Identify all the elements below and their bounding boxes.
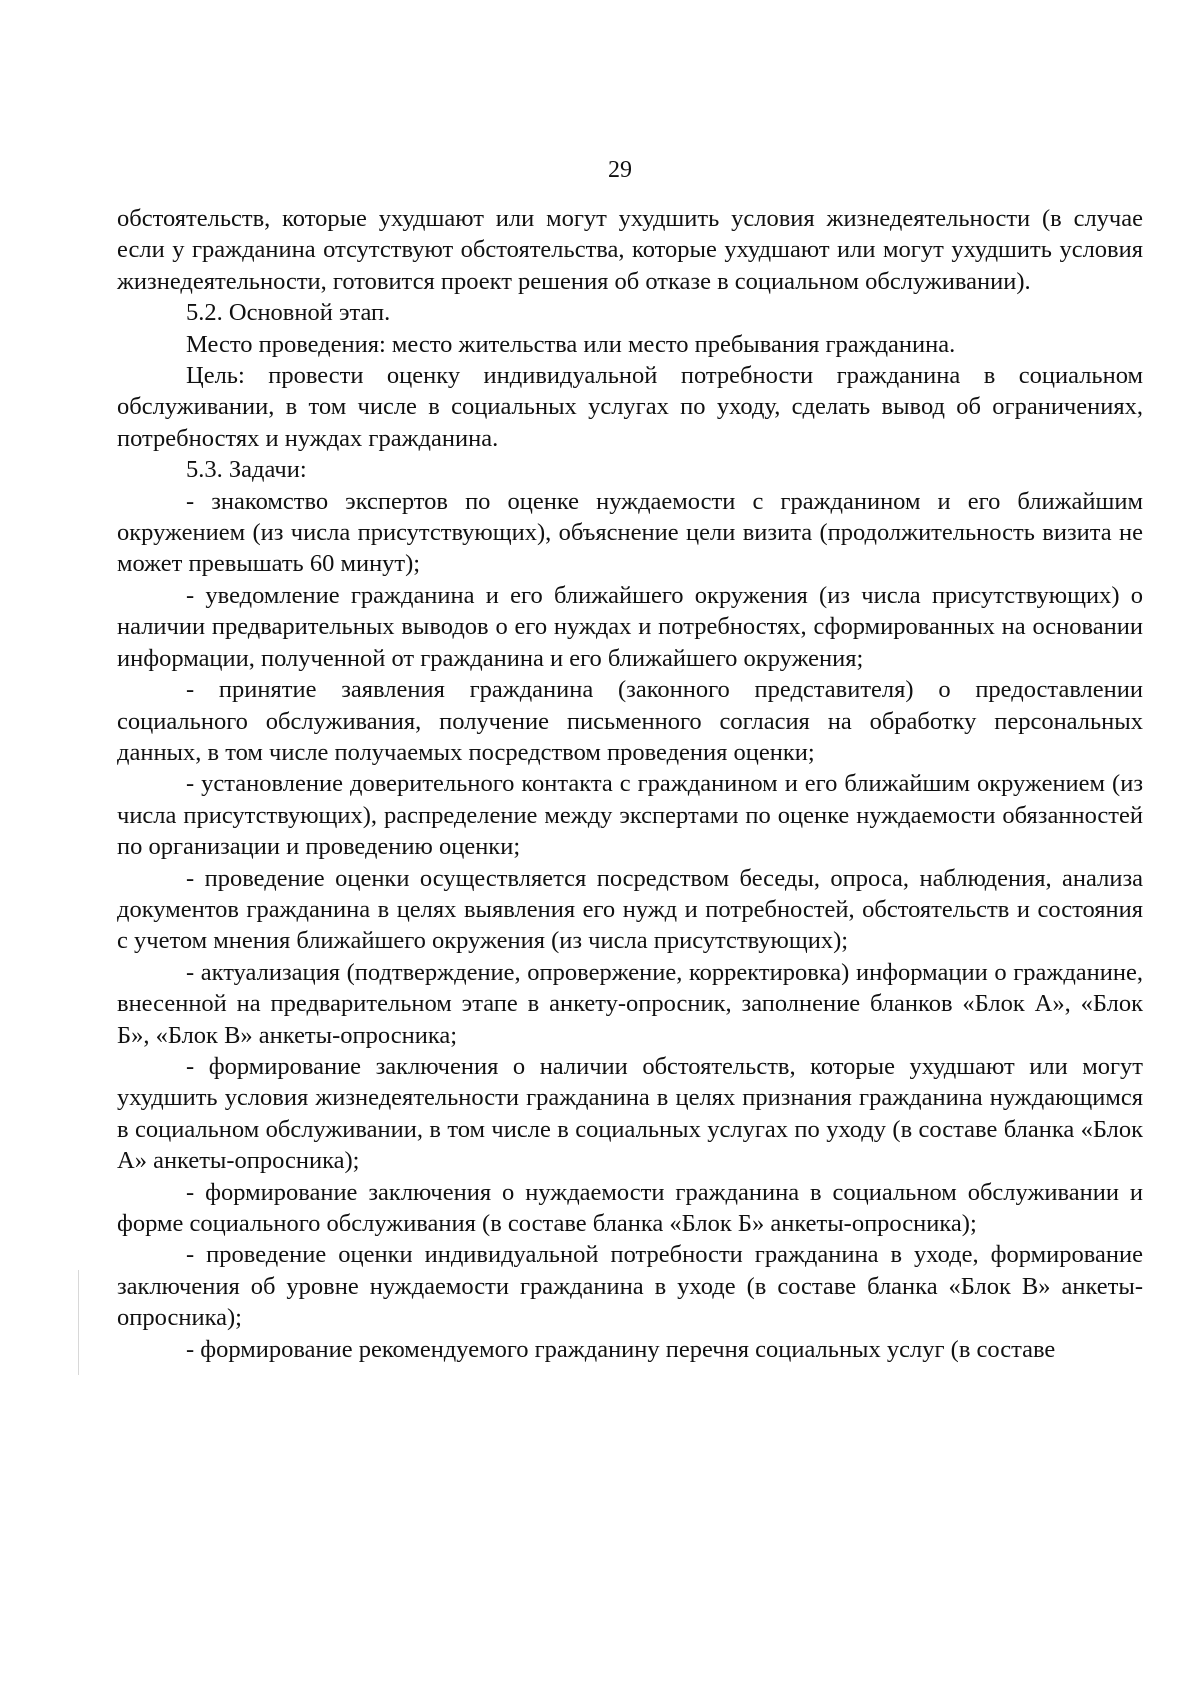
list-item: - знакомство экспертов по оценке нуждаемости с гражданином и его ближайшим окружением (из числа присутствующих), объяснение цели визита (продолжительность визита не может превышать 60 минут); [117,487,1143,578]
list-item: - формирование заключения о нуждаемости гражданина в социальном обслуживании и форме социального обслуживания (в составе бланка «Блок Б» анкеты-опросника); [117,1178,1143,1237]
paragraph-location: Место проведения: место жительства или место пребывания гражданина. [186,330,956,358]
list-item: - формирование рекомендуемого гражданину перечня социальных услуг (в составе [186,1335,1056,1363]
list-item: - установление доверительного контакта с гражданином и его ближайшим окружением (из числа присутствующих), распределение между экспертами по оценке нуждаемости обязанностей по организации и проведению оценки; [117,770,1143,861]
document-body [117,203,1143,1365]
scan-artifact-line [78,1270,79,1375]
paragraph-goal: Цель: провести оценку индивидуальной потребности гражданина в социальном обслуживании, в том числе в социальных услугах по уходу, сделать вывод об ограничениях, потребностях и нуждах гражданина. [117,362,1143,452]
list-item: - принятие заявления гражданина (законного представителя) о предоставлении социального обслуживания, получение письменного согласия на обработку персональных данных, в том числе получаемых посредством проведения оценки; [117,676,1143,766]
list-item: - проведение оценки осуществляется посредством беседы, опроса, наблюдения, анализа документов гражданина в целях выявления его нужд и потребностей, обстоятельств и состояния с учетом мнения ближайшего окружения (из числа присутствующих); [117,864,1143,955]
list-item: - актуализация (подтверждение, опровержение, корректировка) информации о гражданине, внесенной на предварительном этапе в анкету-опросник, заполнение бланков «Блок А», «Блок Б», «Блок В» анкеты-опросника; [117,958,1143,1049]
list-item: - уведомление гражданина и его ближайшего окружения (из числа присутствующих) о наличии предварительных выводов о его нуждах и потребностях, сформированных на основании информации, полученной от гражданина и его ближайшего окружения; [117,581,1143,672]
section-heading-5-2: 5.2. Основной этап. [186,299,391,327]
list-item: - формирование заключения о наличии обстоятельств, которые ухудшают или могут ухудшить условия жизнедеятельности гражданина в целях признания гражданина нуждающимся в социальном обслуживании, в том числе в социальных услугах по уходу (в составе бланка «Блок А» анкеты-опросника); [117,1052,1143,1175]
page-number: 29 [608,157,632,183]
section-heading-5-3: 5.3. Задачи: [186,456,307,484]
paragraph-continuation: обстоятельств, которые ухудшают или могут ухудшить условия жизнедеятельности (в случае если у гражданина отсутствуют обстоятельства, которые ухудшают или могут ухудшить условия жизнедеятельности, готовится проект решения об отказе в социальном обслуживании). [117,205,1143,295]
list-item: - проведение оценки индивидуальной потребности гражданина в уходе, формирование заключения об уровне нуждаемости гражданина в уходе (в составе бланка «Блок В» анкеты-опросника); [117,1241,1143,1332]
